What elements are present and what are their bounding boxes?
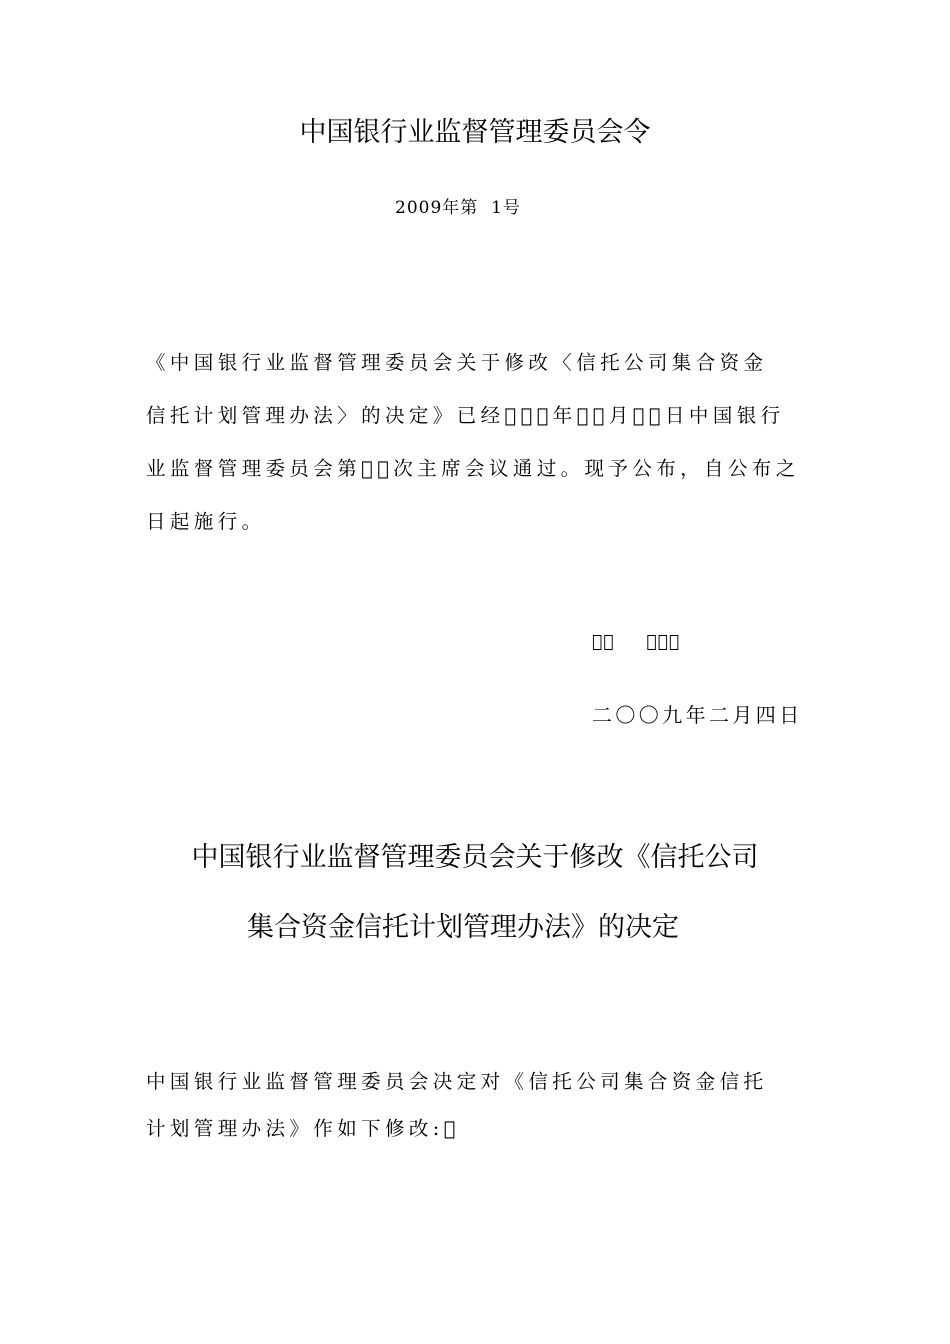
order-number: 2009年第 1号 (395, 198, 521, 218)
decision-title-line-2: 集合资金信托计划管理办法》的决定 (247, 912, 679, 943)
decision-paragraph: 中国银行业监督管理委员会决定对《信托公司集合资金信托 计划管理办法》作如下修改:  (146, 1070, 768, 1140)
announcement-paragraph: 《中国银行业监督管理委员会关于修改〈信托公司集合资金 信托计划管理办法〉的决定》已经   年  月  日中国银行 业监督管理委员会第  次主席会议通过。现予公布，自公布之 日起施行。 (146, 351, 800, 533)
document-title: 中国银行业监督管理委员会令 (299, 117, 651, 148)
issue-date: 二〇〇九年二月四日 (592, 703, 803, 727)
signatory:        (592, 632, 681, 652)
decision-title-line-1: 中国银行业监督管理委员会关于修改《信托公司 (191, 842, 759, 873)
